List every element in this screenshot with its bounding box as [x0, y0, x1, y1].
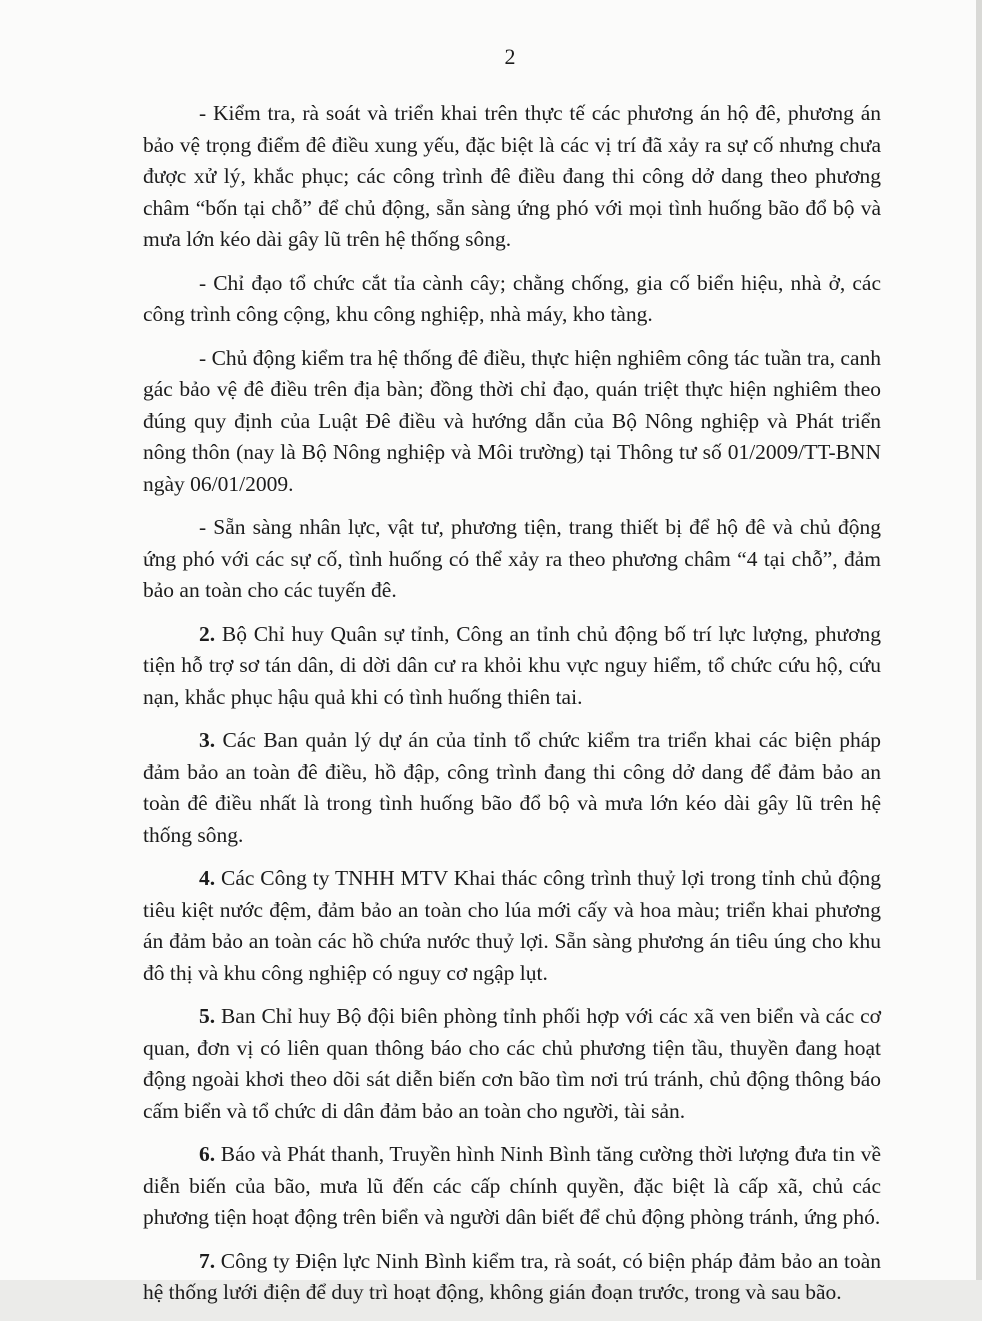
paragraph-number: 2. — [199, 621, 216, 646]
paragraph-text: - Sẵn sàng nhân lực, vật tư, phương tiện, trang thiết bị để hộ đê và chủ động ứng phó với các sự cố, tình huống có thể xảy ra theo phương châm “4 tại chỗ”, đảm bảo an toàn cho các tuyến đê. — [143, 515, 881, 602]
paragraph-text: - Kiểm tra, rà soát và triển khai trên thực tế các phương án hộ đê, phương án bảo vệ trọng điểm đê điều xung yếu, đặc biệt là các vị trí đã xảy ra sự cố nhưng chưa được xử lý, khắc phục; các công trình đê điều đang thi công dở dang theo phương châm “bốn tại chỗ” để chủ động, sẵn sàng ứng phó với mọi tình huống bão đổ bộ và mưa lớn kéo dài gây lũ trên hệ thống sông. — [143, 101, 881, 251]
paragraph-number: 3. — [199, 728, 216, 752]
paragraph-item-7 — [143, 1246, 881, 1309]
document-body — [143, 98, 881, 1321]
paragraph-number: 7. — [199, 1248, 216, 1273]
paragraph-dike-inspection — [143, 98, 881, 256]
paragraph-text: Ban Chỉ huy Bộ đội biên phòng tỉnh phối hợp với các xã ven biển và các cơ quan, đơn vị có liên quan thông báo cho các chủ phương tiện tầu, thuyền đang hoạt động ngoài khơi theo dõi sát diễn biến cơn bão tìm nơi trú tránh, chủ động thông báo cấm biển và tổ chức di dân đảm bảo an toàn cho người, tài sản. — [143, 1004, 881, 1123]
page-number: 2 — [504, 44, 516, 69]
paragraph-item-2 — [143, 619, 881, 714]
paragraph-text: Các Công ty TNHH MTV Khai thác công trình thuỷ lợi trong tỉnh chủ động tiêu kiệt nước đệm, đảm bảo an toàn cho lúa mới cấy và hoa màu; triển khai phương án đảm bảo an toàn các hồ chứa nước thuỷ lợi. Sẵn sàng phương án tiêu úng cho khu đô thị và khu công nghiệp có nguy cơ ngập lụt. — [143, 866, 881, 985]
paragraph-text: Các Ban quản lý dự án của tỉnh tổ chức kiểm tra triển khai các biện pháp đảm bảo an toàn đê điều, hồ đập, công trình đang thi công dở dang để đảm bảo an toàn đê điều nhất là trong tình huống bão đổ bộ và mưa lớn kéo dài gây lũ trên hệ thống sông. — [143, 728, 881, 847]
paragraph-dike-patrol — [143, 343, 881, 501]
paragraph-number: 4. — [199, 866, 216, 890]
paragraph-text: Công ty Điện lực Ninh Bình kiểm tra, rà soát, có biện pháp đảm bảo an toàn hệ thống lưới điện để duy trì hoạt động, không gián đoạn trước, trong và sau bão. — [143, 1248, 881, 1304]
paragraph-text: - Chỉ đạo tổ chức cắt tỉa cành cây; chằng chống, gia cố biển hiệu, nhà ở, các công trình công cộng, khu công nghiệp, nhà máy, kho tàng. — [143, 270, 881, 326]
paragraph-resources-ready — [143, 512, 881, 607]
paragraph-number: 6. — [199, 1142, 216, 1166]
paragraph-item-4 — [143, 863, 881, 989]
paragraph-item-6 — [143, 1139, 881, 1234]
paragraph-text: Bộ Chỉ huy Quân sự tỉnh, Công an tỉnh chủ động bố trí lực lượng, phương tiện hỗ trợ sơ tán dân, di dời dân cư ra khỏi khu vực nguy hiểm, tổ chức cứu hộ, cứu nạn, khắc phục hậu quả khi có tình huống thiên tai. — [143, 621, 881, 709]
paragraph-item-5 — [143, 1001, 881, 1127]
paragraph-item-3 — [143, 725, 881, 851]
page-edge — [976, 0, 982, 1280]
paragraph-text: Báo và Phát thanh, Truyền hình Ninh Bình tăng cường thời lượng đưa tin về diễn biến của bão, mưa lũ đến các cấp chính quyền, đặc biệt là cấp xã, chủ các phương tiện hoạt động trên biển và người dân biết để chủ động phòng tránh, ứng phó. — [143, 1142, 881, 1229]
paragraph-text: - Chủ động kiểm tra hệ thống đê điều, thực hiện nghiêm công tác tuần tra, canh gác bảo vệ đê điều trên địa bàn; đồng thời chỉ đạo, quán triệt thực hiện nghiêm theo đúng quy định của Luật Đê điều và hướng dẫn của Bộ Nông nghiệp và Phát triển nông thôn (nay là Bộ Nông nghiệp và Môi trường) tại Thông tư số 01/2009/TT-BNN ngày 06/01/2009. — [143, 345, 881, 496]
paragraph-number: 5. — [199, 1004, 216, 1028]
paragraph-tree-trimming — [143, 268, 881, 331]
